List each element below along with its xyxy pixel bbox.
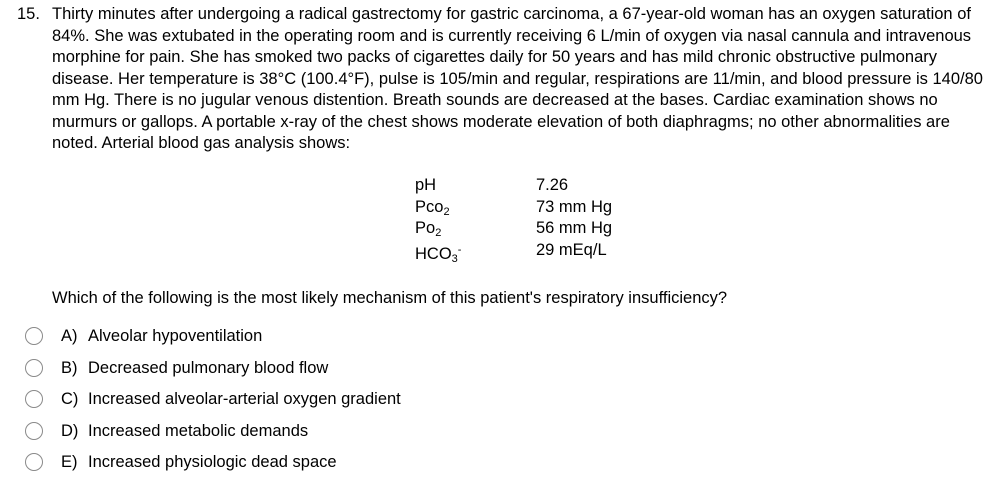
abg-value-pco2: 73 mm Hg — [536, 197, 613, 216]
radio-button-d[interactable] — [25, 422, 43, 440]
option-letter-c: C) — [61, 390, 79, 408]
question-lead-in: Which of the following is the most likely mechanism of this patient's respiratory insufficiency? — [52, 289, 728, 307]
radio-button-e[interactable] — [25, 453, 43, 471]
abg-value-po2: 56 mm Hg — [536, 219, 613, 237]
option-text-b: Decreased pulmonary blood flow — [88, 358, 329, 377]
abg-value-hco3: 29 mEq/L — [536, 240, 607, 259]
option-text-d: Increased metabolic demands — [88, 421, 309, 440]
question-stem: Thirty minutes after undergoing a radical gastrectomy for gastric carcinoma, a 67-year-old woman has an oxygen saturation of 84%. She was extubated in the operating room and is currently receiving 6 L/min of oxygen via nasal cannula and intravenous morphine for pain. She has smoked two packs of cigarettes daily for 50 years and has mild chronic obstructive pulmonary disease. Her temperature is 38°C (100.4°F), pulse is 105/min and regular, respirations are 11/min, and blood pressure is 140/80 mm Hg. There is no jugular venous distention. Breath sounds are decreased at the bases. Cardiac examination shows no murmurs or gallops. A portable x-ray of the chest shows moderate elevation of both diaphragms; no other abnormalities are noted. Arterial blood gas analysis shows: — [52, 5, 983, 152]
option-letter-e: E) — [61, 453, 78, 471]
option-text-e: Increased physiologic dead space — [88, 453, 337, 471]
question — [0, 4, 1000, 155]
option-text-c: Increased alveolar-arterial oxygen gradient — [88, 390, 401, 408]
radio-button-a[interactable] — [25, 327, 43, 345]
question-stem-row — [0, 4, 1000, 155]
abg-value-ph: 7.26 — [536, 176, 569, 194]
option-text-a: Alveolar hypoventilation — [88, 327, 263, 345]
abg-label-po2: $Po_2$ — [415, 219, 442, 239]
option-letter-b: B) — [61, 358, 78, 377]
radio-button-b[interactable] — [25, 359, 43, 377]
abg-label-pco2: Pco$_2$ — [415, 197, 450, 218]
option-letter-a: A) — [61, 327, 78, 345]
radio-button-c[interactable] — [25, 390, 43, 408]
abg-label-hco3: $HCO_3^-$ — [415, 243, 462, 265]
option-letter-d: D) — [61, 421, 79, 440]
abg-label-ph: pH — [415, 176, 437, 194]
question-number: 15. — [17, 5, 40, 23]
